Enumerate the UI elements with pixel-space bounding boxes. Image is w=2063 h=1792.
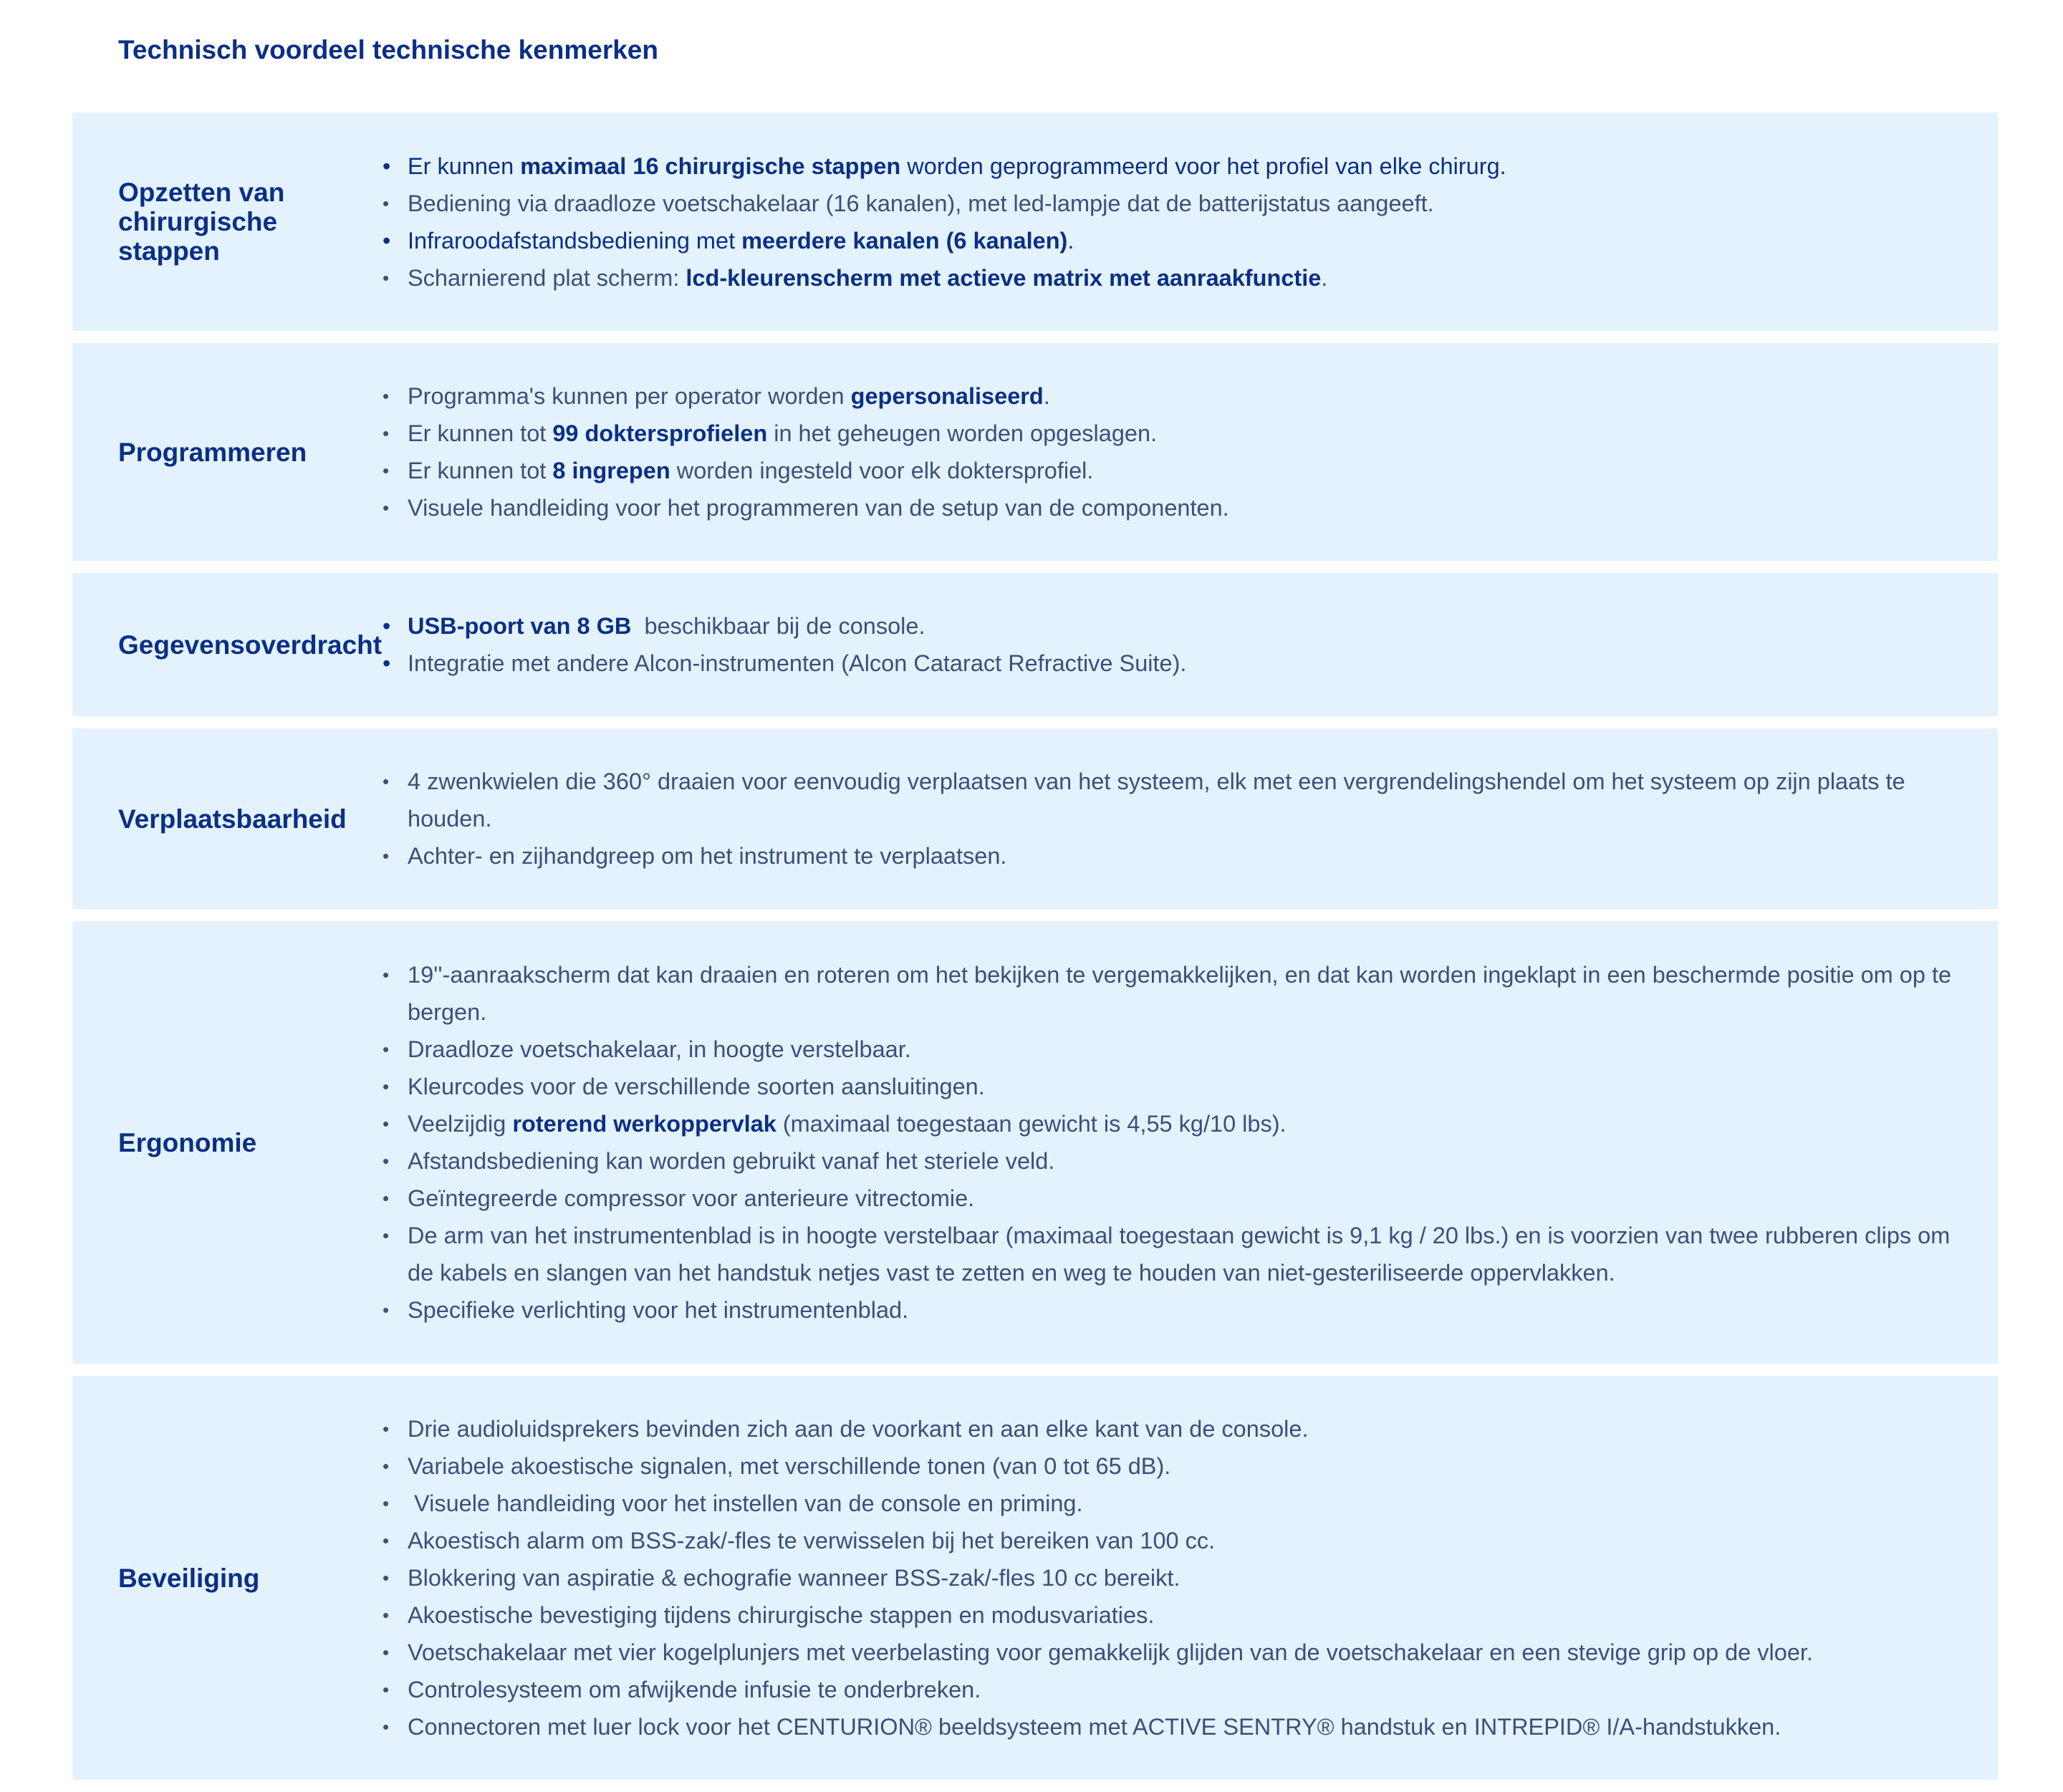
list-item: • Programma's kunnen per operator worden gepersonaliseerd. <box>379 377 1955 415</box>
list-item: • Controlesysteem om afwijkende infusie te onderbreken. <box>379 1671 1955 1708</box>
list-item: • Kleurcodes voor de verschillende soorten aansluitingen. <box>379 1068 1955 1105</box>
list-item: • Afstandsbediening kan worden gebruikt vanaf het steriele veld. <box>379 1142 1955 1180</box>
list-item: • De arm van het instrumentenblad is in hoogte verstelbaar (maximaal toegestaan gewicht is 9,1 kg / 20 lbs.) en is voorzien van twee rubberen clips om de kabels en slangen van het handstuk netjes vast te zetten en weg te houden van niet-gesteriliseerde oppervlakken. <box>379 1217 1955 1291</box>
list-item: • Er kunnen tot 8 ingrepen worden ingesteld voor elk doktersprofiel. <box>379 452 1955 489</box>
list-item: • Er kunnen maximaal 16 chirurgische stappen worden geprogrammeerd voor het profiel van elke chirurg. <box>379 148 1955 185</box>
list-item: • Integratie met andere Alcon-instrumenten (Alcon Cataract Refractive Suite). <box>379 645 1955 682</box>
feature-row-safety <box>72 1376 1998 1780</box>
list-item: • Veelzijdig roterend werkoppervlak (maximaal toegestaan gewicht is 4,55 kg/10 lbs). <box>379 1105 1955 1142</box>
list-item: • USB-poort van 8 GB beschikbaar bij de console. <box>379 607 1955 645</box>
list-item: • Geïntegreerde compressor voor anterieure vitrectomie. <box>379 1180 1955 1217</box>
list-item: • Voetschakelaar met vier kogelplunjers met veerbelasting voor gemakkelijk glijden van de voetschakelaar en een stevige grip op de vloer. <box>379 1634 1955 1671</box>
list-item: • Infraroodafstandsbediening met meerdere kanalen (6 kanalen). <box>379 222 1955 259</box>
bullet-list <box>379 377 1955 526</box>
list-item: • Specifieke verlichting voor het instrumentenblad. <box>379 1291 1955 1329</box>
feature-row-ergonomics <box>72 921 1998 1364</box>
list-item: • Connectoren met luer lock voor het CENTURION® beeldsysteem met ACTIVE SENTRY® handstuk en INTREPID® I/A-handstukken. <box>379 1708 1955 1745</box>
row-label: Beveiliging <box>118 1563 260 1593</box>
list-item: • Er kunnen tot 99 doktersprofielen in het geheugen worden opgeslagen. <box>379 415 1955 452</box>
row-label: Ergonomie <box>118 1127 257 1157</box>
bullet-list <box>379 1410 1955 1745</box>
feature-row-mobility <box>72 728 1998 909</box>
bullet-list <box>379 956 1955 1329</box>
list-item: • Bediening via draadloze voetschakelaar (16 kanalen), met led-lampje dat de batterijstatus aangeeft. <box>379 185 1955 222</box>
row-label: Opzetten van chirurgische stappen <box>118 178 285 266</box>
list-item: • Akoestische bevestiging tijdens chirurgische stappen en modusvariaties. <box>379 1596 1955 1634</box>
bullet-list <box>379 607 1955 682</box>
feature-row-setup <box>72 112 1998 331</box>
list-item: • Blokkering van aspiratie & echografie wanneer BSS-zak/-fles 10 cc bereikt. <box>379 1559 1955 1596</box>
page-title: Technisch voordeel technische kenmerken <box>118 35 658 64</box>
row-label: Programmeren <box>118 437 307 467</box>
row-label: Gegevensoverdracht <box>118 630 383 660</box>
list-item: • 19''-aanraakscherm dat kan draaien en roteren om het bekijken te vergemakkelijken, en dat kan worden ingeklapt in een beschermde positie om op te bergen. <box>379 956 1955 1031</box>
list-item: • Drie audioluidsprekers bevinden zich aan de voorkant en aan elke kant van de console. <box>379 1410 1955 1447</box>
bullet-list <box>379 148 1955 297</box>
feature-table <box>72 112 1998 1792</box>
list-item: • Achter- en zijhandgreep om het instrument te verplaatsen. <box>379 837 1955 875</box>
list-item: • 4 zwenkwielen die 360° draaien voor eenvoudig verplaatsen van het systeem, elk met een vergrendelingshendel om het systeem op zijn plaats te houden. <box>379 763 1955 837</box>
bullet-list <box>379 763 1955 875</box>
list-item: • Variabele akoestische signalen, met verschillende tonen (van 0 tot 65 dB). <box>379 1447 1955 1485</box>
list-item: • Akoestisch alarm om BSS-zak/-fles te verwisselen bij het bereiken van 100 cc. <box>379 1522 1955 1559</box>
list-item: • Visuele handleiding voor het programmeren van de setup van de componenten. <box>379 489 1955 526</box>
feature-row-data-transfer <box>72 573 1998 716</box>
row-label: Verplaatsbaarheid <box>118 804 347 834</box>
list-item: • Draadloze voetschakelaar, in hoogte verstelbaar. <box>379 1031 1955 1068</box>
list-item: • Visuele handleiding voor het instellen van de console en priming. <box>379 1485 1955 1522</box>
feature-row-programming <box>72 343 1998 561</box>
list-item: • Scharnierend plat scherm: lcd-kleurenscherm met actieve matrix met aanraakfunctie. <box>379 259 1955 297</box>
